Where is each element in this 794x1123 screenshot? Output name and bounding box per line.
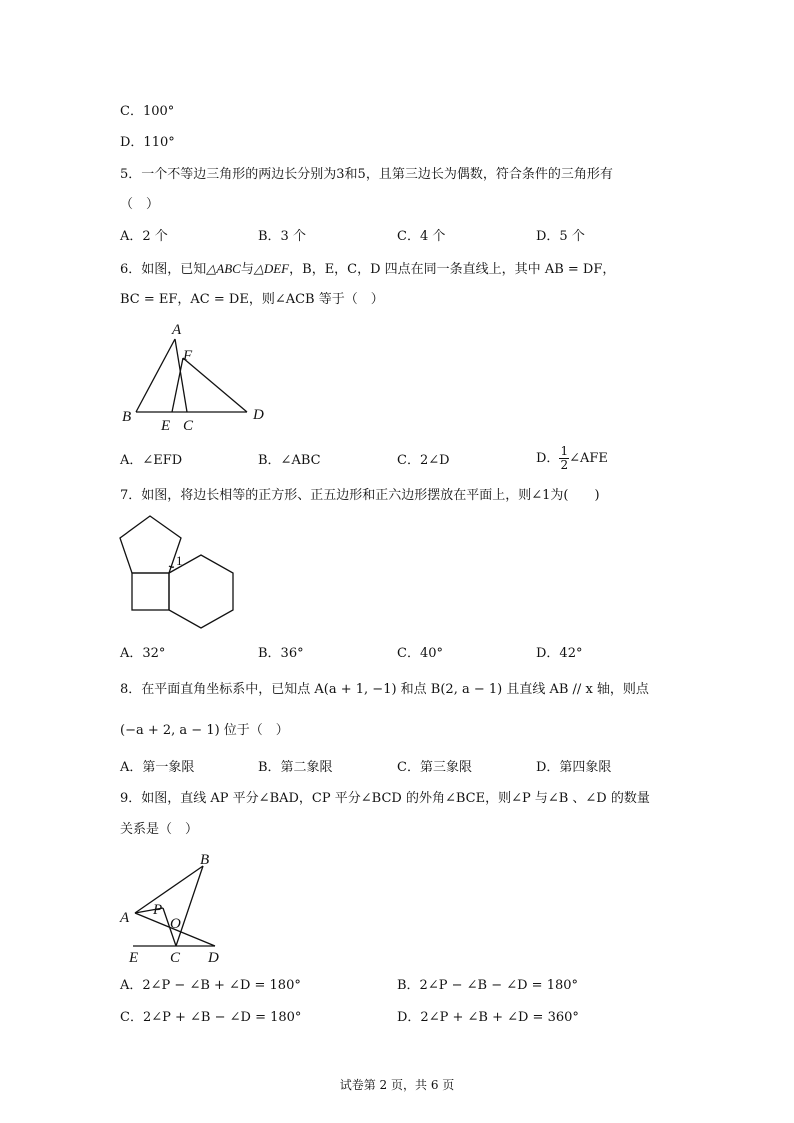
q7-option-b: B．36° (258, 646, 304, 661)
q6-label-a: A (172, 322, 182, 338)
q8-option-d: D．第四象限 (536, 760, 612, 775)
q9-label-a: A (120, 910, 130, 926)
q5-option-a: A．2 个 (120, 229, 168, 244)
q6-label-b: B (122, 409, 132, 425)
q9-label-d: D (208, 950, 219, 966)
q7-stem: 7．如图，将边长相等的正方形、正五边形和正六边形摆放在平面上，则∠1为( ) (120, 488, 600, 503)
q9-option-b: B．2∠P − ∠B − ∠D = 180° (397, 978, 579, 993)
q7-angle-label: 1 (176, 553, 183, 568)
q6-line1-post: ，B，E，C，D 四点在同一条直线上，其中 AB = DF， (289, 262, 616, 277)
q6-option-c: C．2∠D (397, 453, 450, 468)
q9-label-p: P (153, 902, 163, 918)
q9-line1: 9．如图，直线 AP 平分∠BAD，CP 平分∠BCD 的外角∠BCE，则∠P 与∠B 、∠D 的数量 (120, 791, 650, 806)
q9-option-d: D．2∠P + ∠B + ∠D = 360° (397, 1010, 579, 1025)
q6-line2: BC = EF，AC = DE，则∠ACB 等于（ ） (120, 292, 384, 307)
q8-option-b: B．第二象限 (258, 760, 333, 775)
q7-option-d: D．42° (536, 646, 583, 661)
q9-label-b: B (200, 852, 210, 868)
q9-line2: 关系是（ ） (120, 822, 199, 837)
q6-label-f: F (183, 348, 193, 364)
q9-label-e: E (129, 950, 139, 966)
q6-label-c: C (183, 418, 194, 434)
q9-label-c: C (170, 950, 181, 966)
q5-option-b: B．3 个 (258, 229, 306, 244)
q6-option-d-prefix: D． (536, 451, 560, 466)
q4-option-c: C．100° (120, 104, 175, 119)
q6-option-d-suffix: ∠AFE (569, 451, 608, 466)
q9-option-c: C．2∠P + ∠B − ∠D = 180° (120, 1010, 302, 1025)
q5-paren: （ ） (120, 197, 160, 212)
q6-option-b: B．∠ABC (258, 453, 321, 468)
q9-option-a: A．2∠P − ∠B + ∠D = 180° (120, 978, 301, 993)
q6-line1-mid: 与 (240, 262, 254, 277)
q9-label-o: O (170, 916, 181, 932)
q8-option-c: C．第三象限 (397, 760, 472, 775)
q6-line1-pre: 6．如图，已知 (120, 262, 207, 277)
q6-triangle-def: △DEF (253, 261, 290, 276)
q5-option-c: C．4 个 (397, 229, 446, 244)
q7-option-a: A．32° (120, 646, 166, 661)
q8-line1: 8．在平面直角坐标系中，已知点 A(a + 1, −1) 和点 B(2, a − 1) 且直线 AB // x 轴，则点 (120, 682, 649, 697)
q6-option-d-numerator: 1 (560, 444, 569, 458)
q6-option-d-denominator: 2 (560, 458, 569, 472)
q6-label-e: E (161, 418, 171, 434)
q7-option-c: C．40° (397, 646, 443, 661)
q4-option-d: D．110° (120, 135, 175, 150)
page-footer: 试卷第 2 页，共 6 页 (339, 1078, 455, 1092)
q5-option-d: D．5 个 (536, 229, 585, 244)
q6-label-d: D (253, 407, 264, 423)
q5-stem: 5．一个不等边三角形的两边长分别为3和5，且第三边长为偶数，符合条件的三角形有 (120, 167, 613, 182)
q6-option-a: A．∠EFD (120, 453, 183, 468)
q6-triangle-abc: △ABC (206, 261, 241, 276)
q8-option-a: A．第一象限 (120, 760, 195, 775)
q8-line2: (−a + 2, a − 1) 位于（ ） (120, 723, 289, 738)
